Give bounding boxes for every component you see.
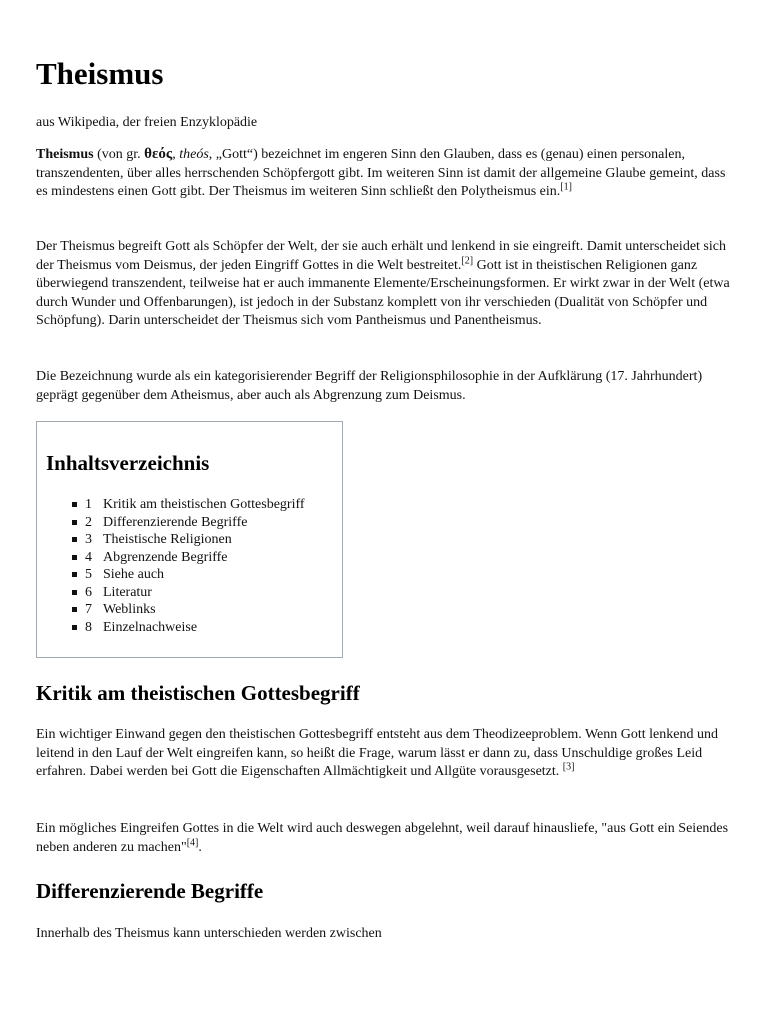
para2-text-2: Gott ist in theistischen Religionen ganz überwiegend transzendent, teilweise hat er auch immanente Elemente/Erscheinungsformen. Er wirkt zwar in der Welt (etwa durch Wunder und Offenbarungen), ist jedoch in der Substanz komplett von ihr verschieden (Dualität von Schöpfer und Schöpfung). Darin unterscheidet der Theismus sich vom Pantheismus und Panentheismus. bbox=[36, 257, 730, 328]
reference-3[interactable]: [3] bbox=[562, 761, 575, 773]
section1-paragraph-2 bbox=[36, 820, 736, 857]
toc-item-label[interactable]: Einzelnachweise bbox=[103, 619, 198, 635]
bullet-icon bbox=[72, 590, 77, 595]
bullet-icon bbox=[72, 537, 77, 542]
toc-item-label[interactable]: Differenzierende Begriffe bbox=[103, 514, 248, 530]
paragraph-2 bbox=[36, 238, 736, 331]
toc-item-label[interactable]: Siehe auch bbox=[103, 567, 165, 582]
bullet-icon bbox=[72, 520, 77, 525]
toc-item[interactable] bbox=[37, 531, 305, 549]
section1-p2-end: . bbox=[198, 839, 202, 855]
toc-item-label[interactable]: Abgrenzende Begriffe bbox=[103, 549, 228, 565]
reference-2[interactable]: [2] bbox=[461, 254, 474, 266]
page-title: Theismus bbox=[36, 56, 164, 91]
toc-item-number: 2 bbox=[85, 514, 92, 530]
paragraph-3: Die Bezeichnung wurde als ein kategorisierender Begriff der Religionsphilosophie in der Aufklärung (17. Jahrhundert) geprägt gegenüber dem Atheismus, aber auch als Abgrenzung zum Deismus. bbox=[36, 369, 703, 403]
toc-item[interactable] bbox=[37, 496, 305, 514]
intro-text-1: (von gr. bbox=[93, 147, 145, 162]
section2-paragraph-1: Innerhalb des Theismus kann unterschieden werden zwischen bbox=[36, 926, 382, 941]
intro-text-2: , bbox=[172, 147, 180, 162]
site-tagline: aus Wikipedia, der freien Enzyklopädie bbox=[36, 115, 258, 130]
section1-p2-text: Ein mögliches Eingreifen Gottes in die Welt wird auch deswegen abgelehnt, weil darauf hinausliefe, "aus Gott ein Seiendes neben anderen zu machen" bbox=[36, 821, 729, 855]
section-heading-differenzierende: Differenzierende Begriffe bbox=[36, 879, 264, 903]
toc-item-number: 6 bbox=[85, 584, 92, 600]
toc-heading: Inhaltsverzeichnis bbox=[46, 451, 210, 475]
toc-item-number: 3 bbox=[85, 532, 92, 547]
section-heading-kritik: Kritik am theistischen Gottesbegriff bbox=[36, 681, 360, 705]
toc-item-number: 4 bbox=[85, 549, 92, 565]
bullet-icon bbox=[72, 625, 77, 630]
toc-item[interactable] bbox=[37, 584, 305, 602]
toc-item-number: 7 bbox=[85, 602, 92, 617]
toc-item-label[interactable]: Literatur bbox=[103, 584, 152, 600]
bullet-icon bbox=[72, 572, 77, 577]
toc-list bbox=[37, 496, 305, 636]
reference-1[interactable]: [1] bbox=[560, 181, 572, 193]
transliteration: theós bbox=[179, 147, 209, 162]
toc-item-label[interactable]: Kritik am theistischen Gottesbegriff bbox=[103, 497, 305, 512]
intro-term: Theismus bbox=[36, 147, 94, 162]
toc-item-number: 1 bbox=[85, 497, 92, 512]
toc-item-label[interactable]: Theistische Religionen bbox=[103, 532, 232, 547]
toc-item-number: 8 bbox=[85, 619, 92, 635]
toc-item[interactable] bbox=[37, 549, 305, 567]
toc-item-number: 5 bbox=[85, 567, 92, 582]
toc-item[interactable] bbox=[37, 514, 305, 532]
intro-text-3: , „Gott“) bezeichnet im engeren Sinn den Glauben, dass es (genau) einen personalen, transzendenten, über alles herrschenden Schöpfergott gibt. Im weiteren Sinn ist damit der allgemeine Glaube gemeint, dass es mindestens einen Gott gibt. Der Theismus im weiteren Sinn schließt den Polytheismus ein. bbox=[36, 147, 726, 199]
toc-item[interactable] bbox=[37, 619, 305, 637]
bullet-icon bbox=[72, 607, 77, 612]
section1-paragraph-1 bbox=[36, 726, 736, 782]
section1-p1-text: Ein wichtiger Einwand gegen den theistischen Gottesbegriff entsteht aus dem Theodizeeproblem. Wenn Gott lenkend und leitend in den Lauf der Welt eingreifen kann, so heißt die Frage, warum lässt er dann zu, dass Unschuldige großes Leid erfahren. Dabei werden bei Gott die Eigenschaften Allmächtigkeit und Allgüte vorausgesetzt. bbox=[36, 727, 718, 779]
bullet-icon bbox=[72, 502, 77, 507]
table-of-contents bbox=[36, 421, 343, 658]
toc-item[interactable] bbox=[37, 566, 305, 584]
reference-4[interactable]: [4] bbox=[186, 836, 199, 848]
bullet-icon bbox=[72, 555, 77, 560]
intro-paragraph bbox=[36, 145, 736, 202]
para2-text-1: Der Theismus begreift Gott als Schöpfer der Welt, der sie auch erhält und lenkend in sie eingreift. Damit unterscheidet sich der Theismus vom Deismus, der jeden Eingriff Gottes in die Welt bestreitet. bbox=[36, 239, 726, 273]
greek-word: θεός bbox=[144, 146, 173, 162]
toc-item[interactable] bbox=[37, 601, 305, 619]
toc-item-label[interactable]: Weblinks bbox=[103, 602, 156, 617]
